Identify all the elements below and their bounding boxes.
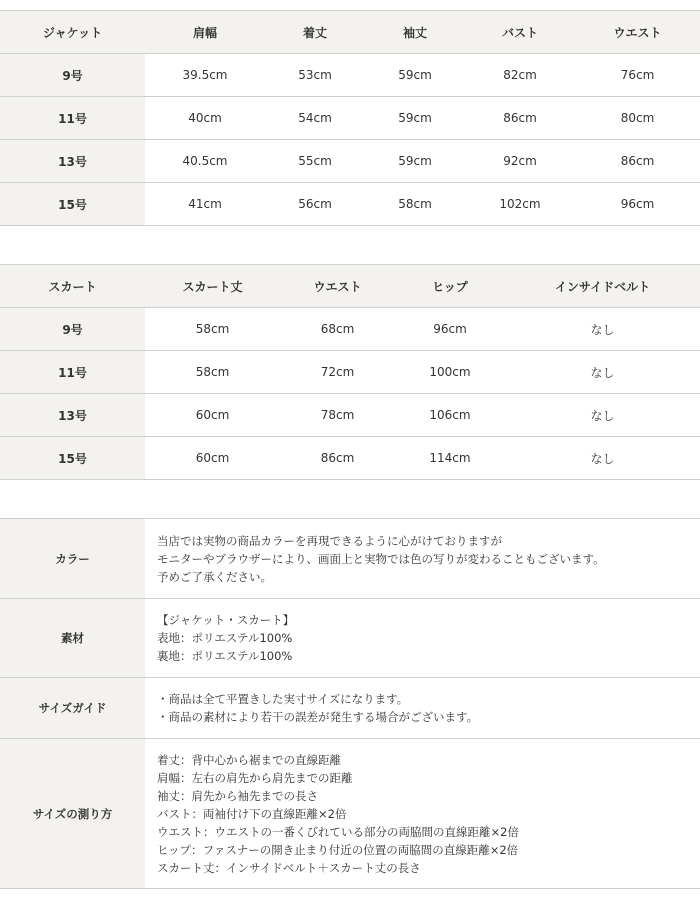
column-header: スカート丈 [145, 265, 280, 308]
column-header: スカート [0, 265, 145, 308]
table-cell: 58cm [145, 308, 280, 351]
table-row [0, 97, 700, 140]
table-cell: 40.5cm [145, 140, 265, 183]
table-cell: 59cm [365, 54, 465, 97]
info-line: バスト：両袖付け下の直線距離×2倍 [157, 806, 347, 821]
table-cell: 60cm [145, 394, 280, 437]
column-header: 袖丈 [365, 11, 465, 54]
info-text [145, 739, 700, 889]
info-label: サイズの測り方 [0, 739, 145, 889]
table-cell: 68cm [280, 308, 395, 351]
info-row-material [0, 599, 700, 678]
info-line: 裏地：ポリエステル100% [157, 649, 293, 663]
table-row [0, 437, 700, 480]
table-row [0, 140, 700, 183]
product-info-table [0, 518, 700, 889]
size-label: 15号 [0, 183, 145, 226]
table-cell: 60cm [145, 437, 280, 480]
table-cell: 56cm [265, 183, 365, 226]
info-line: 着丈：背中心から裾までの直線距離 [157, 752, 341, 767]
table-cell: 72cm [280, 351, 395, 394]
size-label: 15号 [0, 437, 145, 480]
table-row [0, 351, 700, 394]
table-header-row [0, 11, 700, 54]
table-cell: なし [505, 308, 700, 351]
table-cell: 82cm [465, 54, 575, 97]
size-label: 9号 [0, 54, 145, 97]
table-row [0, 308, 700, 351]
table-row [0, 54, 700, 97]
column-header: 肩幅 [145, 11, 265, 54]
info-row-measurement [0, 739, 700, 889]
table-cell: 86cm [575, 140, 700, 183]
table-cell: 55cm [265, 140, 365, 183]
info-label: サイズガイド [0, 678, 145, 739]
table-cell: なし [505, 351, 700, 394]
info-line: スカート丈：インサイドベルト＋スカート丈の長さ [157, 860, 421, 875]
size-label: 13号 [0, 394, 145, 437]
info-label: 素材 [0, 599, 145, 678]
info-line: ・商品は全て平置きした実寸サイズになります。 [157, 692, 409, 706]
info-line: ・商品の素材により若干の誤差が発生する場合がございます。 [157, 710, 479, 724]
table-cell: 96cm [395, 308, 505, 351]
size-label: 13号 [0, 140, 145, 183]
table-cell: 59cm [365, 140, 465, 183]
table-cell: 80cm [575, 97, 700, 140]
size-label: 11号 [0, 351, 145, 394]
size-label: 11号 [0, 97, 145, 140]
info-line: 当店では実物の商品カラーを再現できるように心がけておりますが [157, 533, 502, 548]
info-line: 肩幅：左右の肩先から肩先までの距離 [157, 770, 353, 785]
column-header: 着丈 [265, 11, 365, 54]
skirt-size-table [0, 264, 700, 480]
info-line: ウエスト：ウエストの一番くびれている部分の両脇間の直線距離×2倍 [157, 824, 519, 839]
info-text [145, 678, 700, 739]
info-line: 予めご了承ください。 [157, 569, 272, 584]
column-header: バスト [465, 11, 575, 54]
table-cell: 92cm [465, 140, 575, 183]
size-label: 9号 [0, 308, 145, 351]
table-header-row [0, 265, 700, 308]
info-label: カラー [0, 519, 145, 599]
info-text [145, 519, 700, 599]
table-cell: 58cm [365, 183, 465, 226]
table-cell: 102cm [465, 183, 575, 226]
table-cell: 86cm [280, 437, 395, 480]
info-row-size-guide [0, 678, 700, 739]
table-cell: 41cm [145, 183, 265, 226]
info-line: 袖丈：肩先から袖先までの長さ [157, 788, 318, 803]
table-row [0, 183, 700, 226]
table-cell: なし [505, 394, 700, 437]
info-line: ヒップ：ファスナーの開き止まり付近の位置の両脇間の直線距離×2倍 [157, 842, 519, 857]
table-cell: 40cm [145, 97, 265, 140]
jacket-size-table [0, 10, 700, 226]
table-cell: 54cm [265, 97, 365, 140]
column-header: ヒップ [395, 265, 505, 308]
table-cell: 86cm [465, 97, 575, 140]
table-cell: 53cm [265, 54, 365, 97]
table-cell: 39.5cm [145, 54, 265, 97]
table-cell: 100cm [395, 351, 505, 394]
column-header: ジャケット [0, 11, 145, 54]
table-cell: 78cm [280, 394, 395, 437]
info-line: 【ジャケット・スカート】 [157, 613, 295, 627]
info-row-color [0, 519, 700, 599]
info-line: モニターやブラウザーにより、画面上と実物では色の写りが変わることもございます。 [157, 551, 605, 566]
table-cell: なし [505, 437, 700, 480]
table-cell: 76cm [575, 54, 700, 97]
table-cell: 106cm [395, 394, 505, 437]
column-header: ウエスト [280, 265, 395, 308]
table-cell: 58cm [145, 351, 280, 394]
info-line: 表地：ポリエステル100% [157, 631, 293, 645]
column-header: ウエスト [575, 11, 700, 54]
column-header: インサイドベルト [505, 265, 700, 308]
table-cell: 114cm [395, 437, 505, 480]
table-row [0, 394, 700, 437]
table-cell: 96cm [575, 183, 700, 226]
table-cell: 59cm [365, 97, 465, 140]
info-text [145, 599, 700, 678]
